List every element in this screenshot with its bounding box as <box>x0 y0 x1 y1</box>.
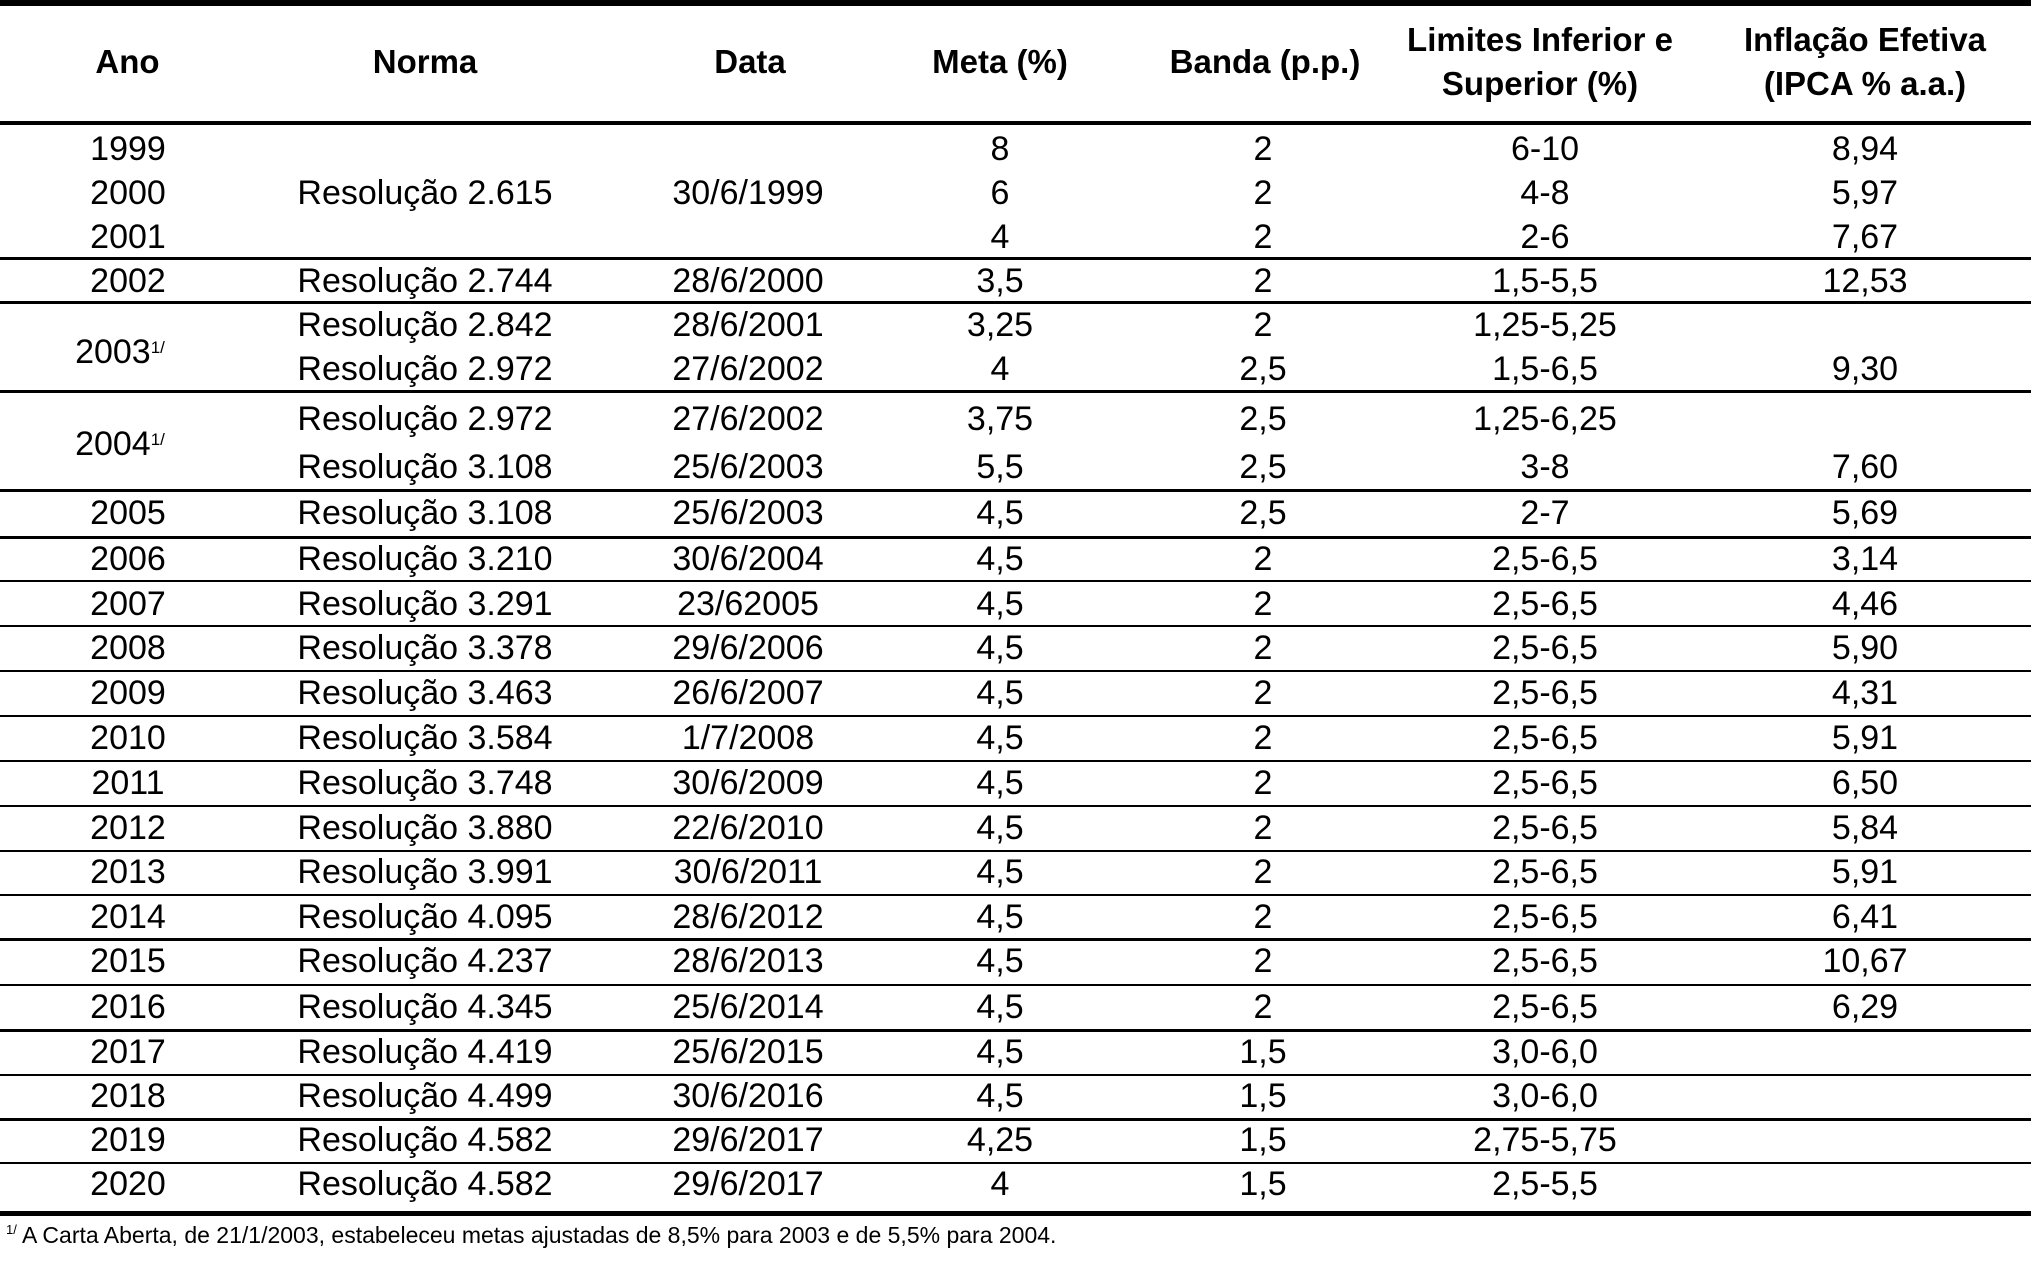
cell-data: 27/6/2002 <box>672 350 824 388</box>
cell-norma: Resolução 3.748 <box>297 764 553 802</box>
cell-ano: 2007 <box>90 585 166 623</box>
cell-meta: 3,25 <box>966 306 1034 344</box>
cell-limites: 2,5-6,5 <box>1492 629 1598 667</box>
cell-ipca: 8,94 <box>1831 130 1899 168</box>
footnote-mark: 1/ <box>6 1222 17 1237</box>
row-rule <box>0 121 2031 125</box>
row-rule <box>0 670 2031 672</box>
cell-ano: 2020 <box>90 1165 166 1203</box>
cell-ano: 2019 <box>90 1121 166 1159</box>
cell-limites: 2-6 <box>1520 218 1570 256</box>
cell-meta: 5,5 <box>976 448 1024 486</box>
cell-banda: 2 <box>1253 174 1273 212</box>
cell-ano: 2014 <box>90 898 166 936</box>
cell-ipca: 4,46 <box>1831 585 1899 623</box>
cell-banda: 2 <box>1253 218 1273 256</box>
cell-banda: 2 <box>1253 764 1273 802</box>
cell-norma: Resolução 3.880 <box>297 809 553 847</box>
cell-norma: Resolução 3.584 <box>297 719 553 757</box>
cell-meta: 4,5 <box>976 540 1024 578</box>
cell-meta: 4,5 <box>976 809 1024 847</box>
cell-meta: 4,5 <box>976 629 1024 667</box>
cell-ano-2003 <box>20 332 220 372</box>
cell-banda: 2,5 <box>1239 350 1287 388</box>
table-top-rule <box>0 0 2031 6</box>
cell-ano: 2018 <box>90 1077 166 1115</box>
cell-meta: 4,25 <box>966 1121 1034 1159</box>
header-ano: Ano <box>95 43 160 80</box>
cell-ano: 2016 <box>90 988 166 1026</box>
cell-meta: 4,5 <box>976 494 1024 532</box>
cell-banda: 2 <box>1253 585 1273 623</box>
cell-ipca: 10,67 <box>1822 942 1908 980</box>
cell-limites: 1,25-5,25 <box>1473 306 1617 344</box>
cell-banda: 2 <box>1253 306 1273 344</box>
cell-ano: 2013 <box>90 853 166 891</box>
cell-banda: 2,5 <box>1239 400 1287 438</box>
header-inflacao <box>1720 18 2010 106</box>
cell-meta: 4,5 <box>976 585 1024 623</box>
cell-data: 25/6/2003 <box>672 448 824 486</box>
header-inflacao-line2: (IPCA % a.a.) <box>1763 65 1967 102</box>
cell-limites: 2,5-6,5 <box>1492 540 1598 578</box>
cell-banda: 2,5 <box>1239 494 1287 532</box>
cell-meta: 4,5 <box>976 942 1024 980</box>
header-meta: Meta (%) <box>932 43 1068 80</box>
cell-norma: Resolução 4.582 <box>297 1121 553 1159</box>
cell-banda: 1,5 <box>1239 1077 1287 1115</box>
cell-ano: 2012 <box>90 809 166 847</box>
cell-meta: 4,5 <box>976 853 1024 891</box>
header-inflacao-line1: Inflação Efetiva <box>1743 21 1987 58</box>
cell-meta: 4 <box>990 218 1010 256</box>
cell-limites: 2,5-6,5 <box>1492 674 1598 712</box>
cell-norma: Resolução 2.972 <box>297 350 553 388</box>
cell-data: 27/6/2002 <box>672 400 824 438</box>
cell-banda: 2 <box>1253 130 1273 168</box>
cell-data: 30/6/2009 <box>672 764 824 802</box>
cell-ano: 2011 <box>91 764 165 802</box>
footnote <box>6 1222 1056 1249</box>
cell-banda: 2 <box>1253 898 1273 936</box>
footnote-ref: 1/ <box>150 338 165 357</box>
year-value: 2004 <box>75 425 151 463</box>
cell-banda: 1,5 <box>1239 1165 1287 1203</box>
cell-limites: 1,5-5,5 <box>1492 262 1598 300</box>
cell-limites: 3,0-6,0 <box>1492 1033 1598 1071</box>
cell-limites: 2,5-6,5 <box>1492 719 1598 757</box>
cell-data: 30/6/2016 <box>672 1077 824 1115</box>
cell-ipca: 6,50 <box>1831 764 1899 802</box>
cell-ipca: 5,97 <box>1831 174 1899 212</box>
cell-meta: 4 <box>990 350 1010 388</box>
cell-banda: 1,5 <box>1239 1033 1287 1071</box>
footnote-text: A Carta Aberta, de 21/1/2003, estabeleceu metas ajustadas de 8,5% para 2003 e de 5,5% para 2004. <box>16 1222 1057 1248</box>
cell-limites: 2,75-5,75 <box>1473 1121 1617 1159</box>
cell-banda: 2 <box>1253 809 1273 847</box>
header-data: Data <box>714 43 786 80</box>
cell-norma: Resolução 2.972 <box>297 400 553 438</box>
cell-ano: 2010 <box>90 719 166 757</box>
cell-banda: 2 <box>1253 540 1273 578</box>
cell-norma: Resolução 3.378 <box>297 629 553 667</box>
cell-data: 29/6/2006 <box>672 629 824 667</box>
cell-banda: 2 <box>1253 942 1273 980</box>
year-value: 2003 <box>75 333 151 371</box>
cell-banda: 2,5 <box>1239 448 1287 486</box>
cell-ano: 2006 <box>90 540 166 578</box>
cell-data: 30/6/2004 <box>672 540 824 578</box>
cell-ano: 2001 <box>90 218 166 256</box>
cell-meta: 4 <box>990 1165 1010 1203</box>
cell-data: 29/6/2017 <box>672 1165 824 1203</box>
cell-data: 29/6/2017 <box>672 1121 824 1159</box>
header-banda: Banda (p.p.) <box>1169 43 1361 80</box>
cell-limites: 2,5-6,5 <box>1492 585 1598 623</box>
row-rule <box>0 805 2031 807</box>
cell-data: 28/6/2013 <box>672 942 824 980</box>
cell-norma: Resolução 3.108 <box>297 448 553 486</box>
cell-norma: Resolução 2.744 <box>297 262 553 300</box>
cell-norma: Resolução 4.582 <box>297 1165 553 1203</box>
row-rule <box>0 257 2031 260</box>
row-rule <box>0 984 2031 986</box>
cell-banda: 2 <box>1253 988 1273 1026</box>
cell-ipca: 5,90 <box>1831 629 1899 667</box>
cell-meta: 4,5 <box>976 719 1024 757</box>
cell-ipca: 5,91 <box>1831 719 1899 757</box>
cell-ipca: 5,91 <box>1831 853 1899 891</box>
cell-ano: 2009 <box>90 674 166 712</box>
cell-meta: 4,5 <box>976 898 1024 936</box>
cell-norma-merged-1999-2001: Resolução 2.615 <box>297 174 553 212</box>
cell-norma: Resolução 4.499 <box>297 1077 553 1115</box>
cell-ipca: 6,29 <box>1831 988 1899 1026</box>
cell-banda: 2 <box>1253 629 1273 667</box>
cell-data-merged-1999-2001: 30/6/1999 <box>672 174 824 212</box>
row-rule <box>0 715 2031 717</box>
cell-limites: 2,5-6,5 <box>1492 853 1598 891</box>
cell-meta: 4,5 <box>976 764 1024 802</box>
row-rule <box>0 760 2031 762</box>
cell-ano: 1999 <box>90 130 166 168</box>
cell-banda: 1,5 <box>1239 1121 1287 1159</box>
cell-ipca: 12,53 <box>1822 262 1908 300</box>
cell-limites: 2,5-5,5 <box>1492 1165 1598 1203</box>
header-norma: Norma <box>372 43 478 80</box>
cell-data: 28/6/2012 <box>672 898 824 936</box>
cell-meta: 4,5 <box>976 674 1024 712</box>
cell-norma: Resolução 3.291 <box>297 585 553 623</box>
row-rule <box>0 489 2031 492</box>
cell-meta: 3,75 <box>966 400 1034 438</box>
cell-limites: 2,5-6,5 <box>1492 942 1598 980</box>
cell-data: 1/7/2008 <box>681 719 815 757</box>
cell-data: 23/62005 <box>677 585 819 623</box>
cell-data: 28/6/2001 <box>672 306 824 344</box>
cell-ano: 2002 <box>90 262 166 300</box>
cell-ano: 2017 <box>90 1033 166 1071</box>
cell-norma: Resolução 2.842 <box>297 306 553 344</box>
row-rule <box>0 894 2031 896</box>
cell-ano: 2008 <box>90 629 166 667</box>
cell-meta: 3,5 <box>976 262 1024 300</box>
cell-meta: 4,5 <box>976 1033 1024 1071</box>
cell-limites: 1,5-6,5 <box>1492 350 1598 388</box>
row-rule <box>0 301 2031 304</box>
cell-ipca: 9,30 <box>1831 350 1899 388</box>
cell-banda: 2 <box>1253 853 1273 891</box>
cell-meta: 6 <box>990 174 1010 212</box>
cell-ano-2004 <box>20 424 220 464</box>
cell-norma: Resolução 3.210 <box>297 540 553 578</box>
header-limites-line1: Limites Inferior e <box>1407 21 1673 58</box>
cell-ipca: 7,60 <box>1831 448 1899 486</box>
footnote-ref: 1/ <box>150 430 165 449</box>
cell-limites: 2-7 <box>1520 494 1570 532</box>
cell-limites: 2,5-6,5 <box>1492 988 1598 1026</box>
cell-limites: 3-8 <box>1520 448 1570 486</box>
cell-norma: Resolução 3.463 <box>297 674 553 712</box>
cell-limites: 2,5-6,5 <box>1492 764 1598 802</box>
cell-ipca: 4,31 <box>1831 674 1899 712</box>
row-rule <box>0 580 2031 582</box>
cell-norma: Resolução 3.991 <box>297 853 553 891</box>
cell-data: 26/6/2007 <box>672 674 824 712</box>
cell-meta: 4,5 <box>976 1077 1024 1115</box>
cell-ipca: 7,67 <box>1831 218 1899 256</box>
cell-data: 25/6/2003 <box>672 494 824 532</box>
cell-norma: Resolução 3.108 <box>297 494 553 532</box>
cell-meta: 4,5 <box>976 988 1024 1026</box>
row-rule <box>0 390 2031 393</box>
cell-ano: 2015 <box>90 942 166 980</box>
cell-limites: 3,0-6,0 <box>1492 1077 1598 1115</box>
cell-ano: 2005 <box>90 494 166 532</box>
cell-ipca: 3,14 <box>1831 540 1899 578</box>
cell-ano: 2000 <box>90 174 166 212</box>
cell-data: 25/6/2014 <box>672 988 824 1026</box>
cell-banda: 2 <box>1253 674 1273 712</box>
header-limites <box>1385 18 1695 106</box>
cell-data: 28/6/2000 <box>672 262 824 300</box>
cell-ipca: 6,41 <box>1831 898 1899 936</box>
cell-data: 22/6/2010 <box>672 809 824 847</box>
row-rule <box>0 625 2031 627</box>
cell-limites: 2,5-6,5 <box>1492 898 1598 936</box>
cell-norma: Resolução 4.345 <box>297 988 553 1026</box>
cell-data: 25/6/2015 <box>672 1033 824 1071</box>
header-limites-line2: Superior (%) <box>1441 65 1639 102</box>
cell-meta: 8 <box>990 130 1010 168</box>
cell-ipca: 5,84 <box>1831 809 1899 847</box>
cell-norma: Resolução 4.095 <box>297 898 553 936</box>
cell-limites: 1,25-6,25 <box>1473 400 1617 438</box>
cell-ipca: 5,69 <box>1831 494 1899 532</box>
cell-limites: 6-10 <box>1510 130 1580 168</box>
row-rule <box>0 1211 2031 1216</box>
cell-norma: Resolução 4.237 <box>297 942 553 980</box>
cell-banda: 2 <box>1253 719 1273 757</box>
cell-norma: Resolução 4.419 <box>297 1033 553 1071</box>
cell-banda: 2 <box>1253 262 1273 300</box>
cell-data: 30/6/2011 <box>673 853 823 891</box>
cell-limites: 4-8 <box>1520 174 1570 212</box>
cell-limites: 2,5-6,5 <box>1492 809 1598 847</box>
